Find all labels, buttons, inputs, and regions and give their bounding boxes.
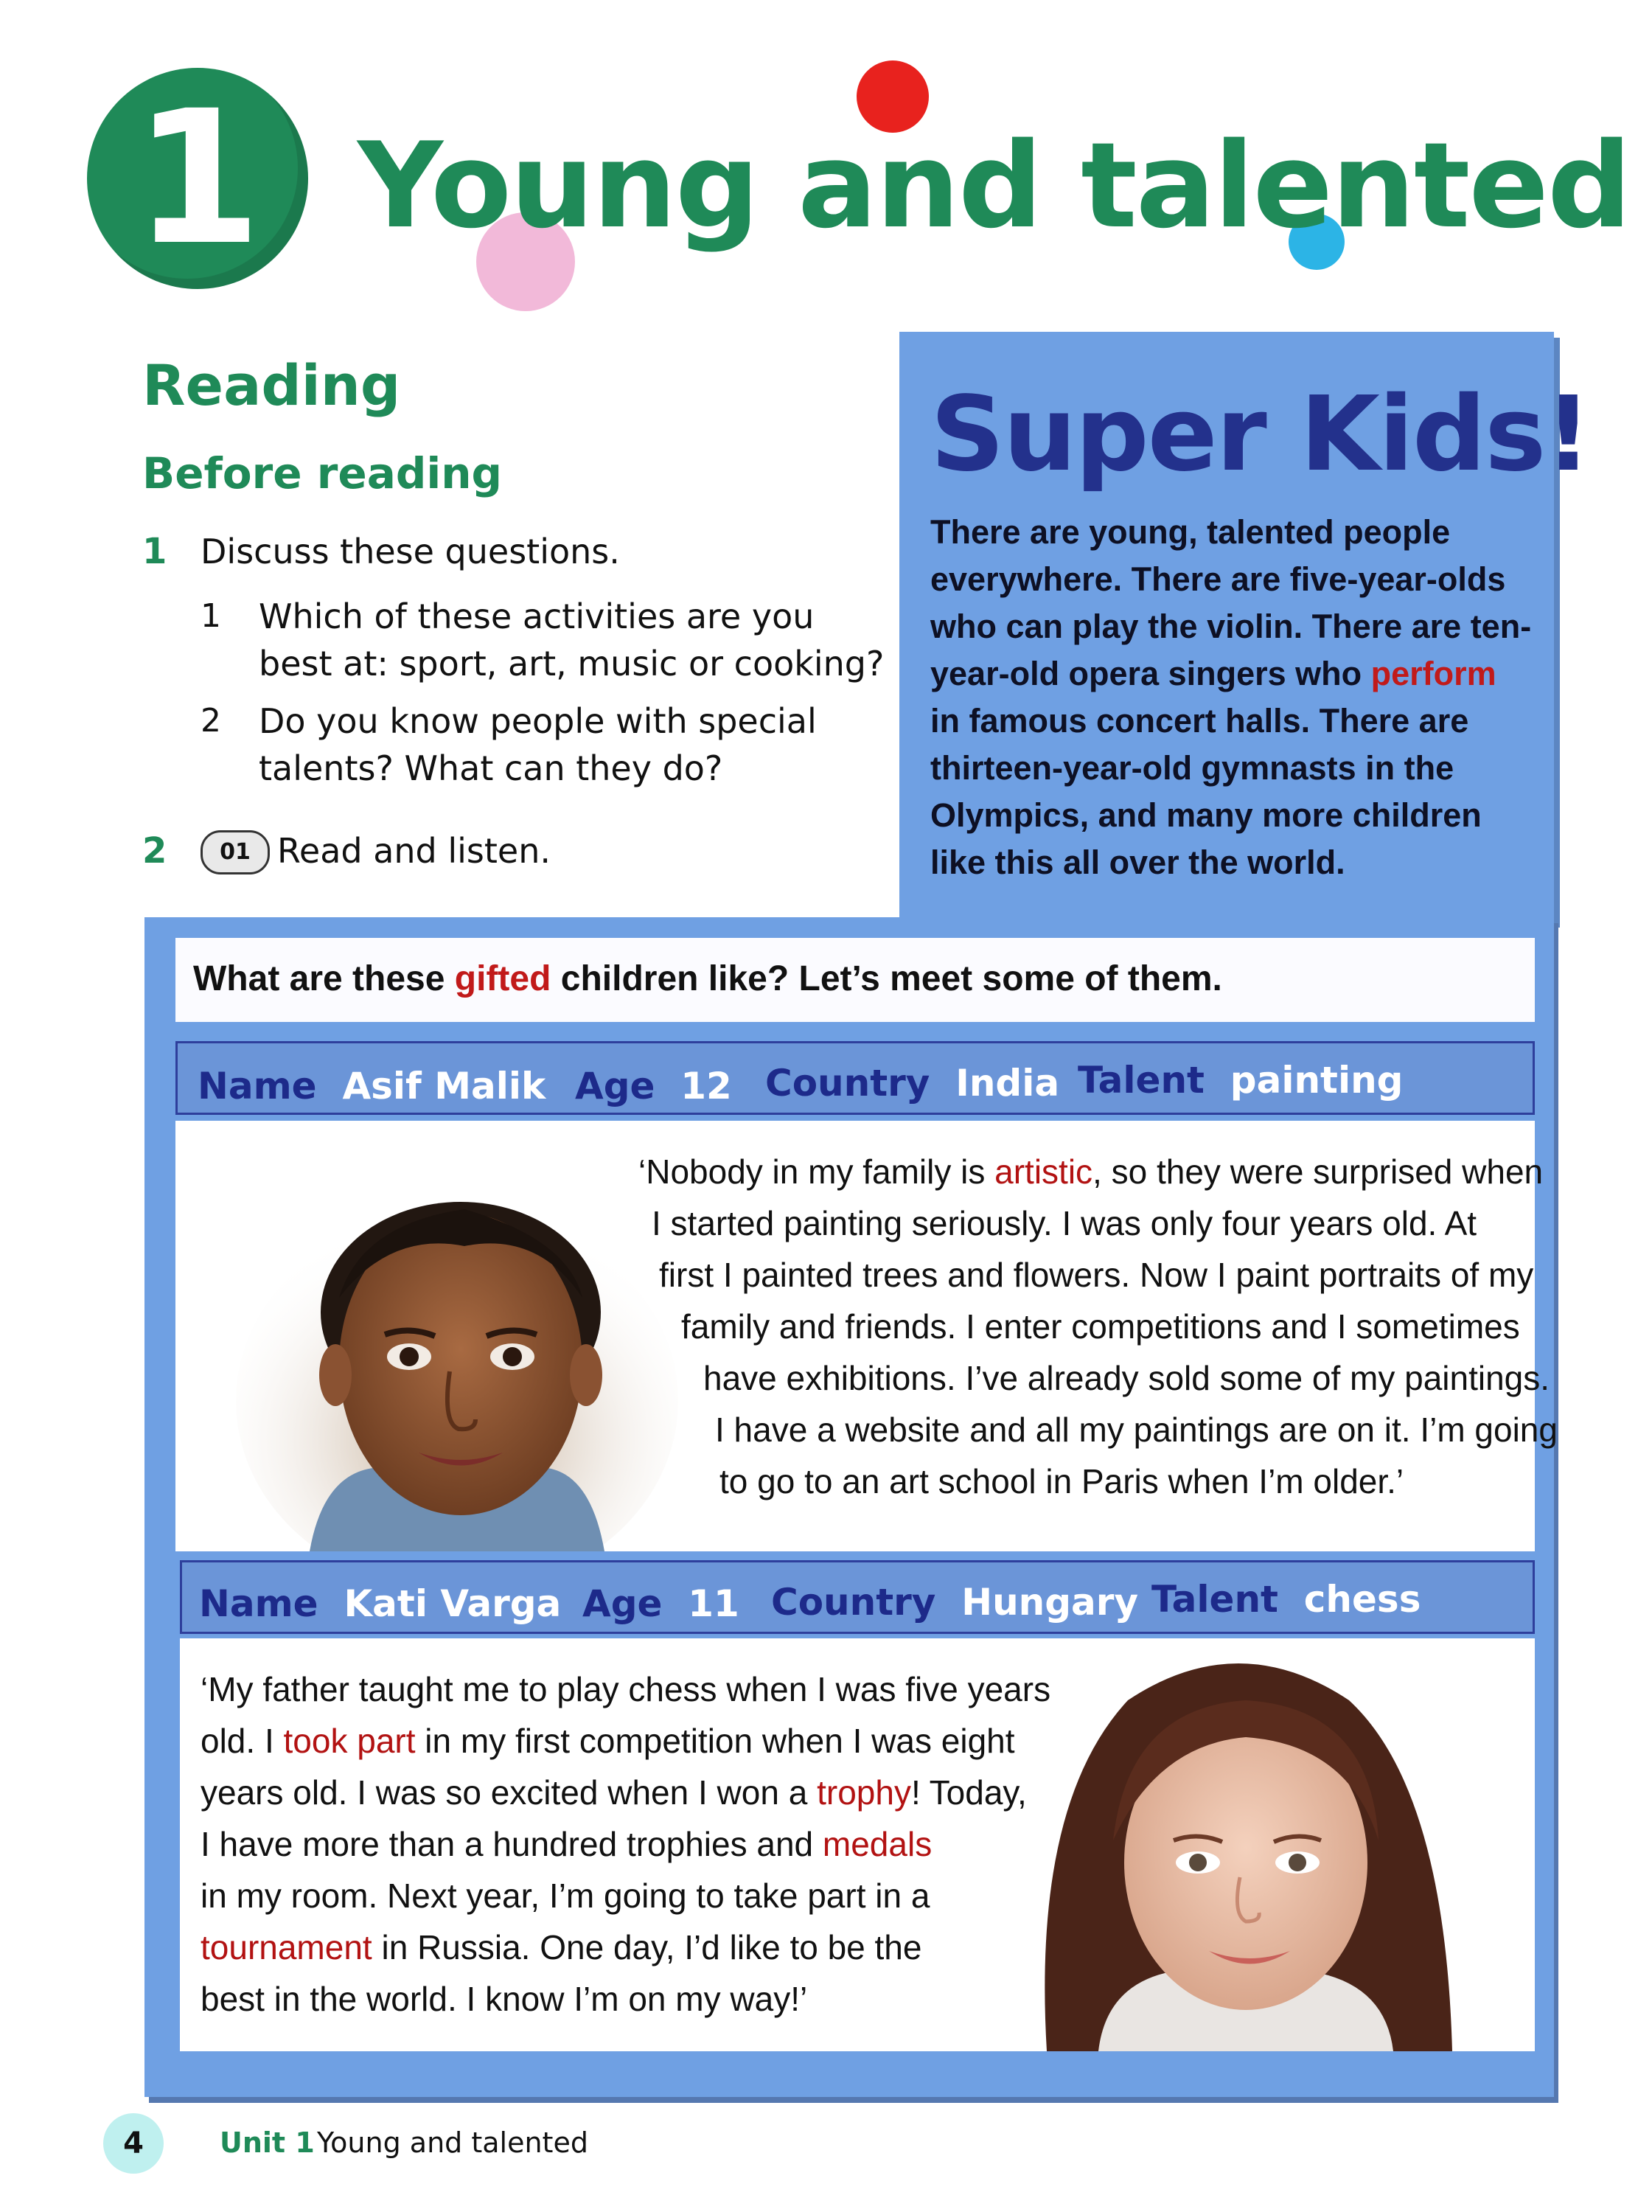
talent-field: [1151, 1578, 1421, 1621]
vocabulary-word: gifted: [454, 959, 551, 998]
intro-line: Olympics, and many more children: [930, 796, 1482, 834]
question-text: [259, 698, 817, 792]
talent-field: [1078, 1059, 1403, 1102]
quote-line: I started painting seriously. I was only four years old. At: [652, 1204, 1477, 1242]
quote-text: ‘Nobody in my family is: [638, 1152, 995, 1191]
quote-line: [638, 1146, 1543, 1197]
quote-line: ‘My father taught me to play chess when I was five years: [201, 1670, 1051, 1708]
quote-line: [201, 1921, 921, 1973]
intro-line: who can play the violin. There are ten-: [930, 608, 1532, 645]
article-title: Super Kids!: [930, 375, 1591, 495]
exercise-number: 2: [142, 830, 167, 872]
quote-line: have exhibitions. I’ve already sold some of my paintings.: [703, 1359, 1550, 1397]
intro-text: year-old opera singers who: [930, 655, 1371, 692]
quote-line: best in the world. I know I’m on my way!’: [201, 1980, 808, 2018]
quote-line: [201, 1767, 1027, 1818]
question-number: 2: [201, 702, 221, 740]
intro-line: like this all over the world.: [930, 844, 1345, 881]
quote-line: in my room. Next year, I’m going to take part in a: [201, 1877, 930, 1915]
question-line: Do you know people with special: [259, 701, 817, 741]
subsection-heading: Before reading: [142, 448, 503, 498]
field-value: 12: [680, 1065, 732, 1107]
vocabulary-word: medals: [822, 1825, 933, 1863]
question-number: 1: [201, 597, 221, 635]
intro-question: [193, 959, 1222, 999]
footer-unit-label: Unit 1: [220, 2126, 315, 2159]
country-field: [771, 1581, 1138, 1624]
intro-text: What are these: [193, 959, 455, 998]
field-value: Kati Varga: [344, 1582, 562, 1625]
field-value: painting: [1230, 1059, 1404, 1102]
quote-line: [201, 1818, 932, 1870]
quote-line: family and friends. I enter competitions and I sometimes: [681, 1307, 1520, 1346]
vocabulary-word: artistic: [994, 1152, 1093, 1191]
exercise-instruction: Discuss these questions.: [201, 532, 620, 571]
intro-line: thirteen-year-old gymnasts in the: [930, 749, 1454, 787]
field-label: Age: [582, 1582, 663, 1625]
question-line: Which of these activities are you: [259, 597, 815, 636]
footer-unit-title: Young and talented: [317, 2126, 588, 2159]
age-field: [575, 1065, 732, 1107]
intro-line: [930, 650, 1535, 698]
name-field: [198, 1065, 546, 1107]
quote-text: I have more than a hundred trophies and: [201, 1825, 823, 1863]
quote-line: I have a website and all my paintings are on it. I’m going: [715, 1411, 1558, 1449]
question-line: best at: sport, art, music or cooking?: [259, 644, 885, 684]
quote-line: to go to an art school in Paris when I’m older.’: [719, 1462, 1404, 1500]
field-value: 11: [688, 1582, 739, 1625]
intro-line: everywhere. There are five-year-olds: [930, 560, 1506, 598]
question-text: [259, 593, 884, 687]
quote-line: [201, 1715, 1015, 1767]
question-line: talents? What can they do?: [259, 748, 723, 788]
quote-text: old. I: [201, 1722, 284, 1760]
vocabulary-word: tournament: [201, 1928, 372, 1966]
field-value: chess: [1303, 1578, 1421, 1621]
field-value: India: [955, 1062, 1060, 1105]
quote-text: in my first competition when I was eight: [415, 1722, 1015, 1760]
field-label: Talent: [1078, 1059, 1205, 1102]
age-field: [582, 1582, 739, 1625]
name-field: [199, 1582, 561, 1625]
field-label: Talent: [1151, 1578, 1278, 1621]
vocabulary-word: trophy: [817, 1773, 911, 1812]
quote-line: first I painted trees and flowers. Now I paint portraits of my: [659, 1256, 1534, 1294]
intro-line: There are young, talented people: [930, 513, 1451, 551]
article-intro: [930, 509, 1535, 886]
field-value: Asif Malik: [342, 1065, 546, 1107]
field-value: Hungary: [961, 1581, 1139, 1624]
page-number: 4: [103, 2113, 164, 2174]
intro-line: in famous concert halls. There are: [930, 702, 1469, 740]
country-field: [765, 1062, 1059, 1105]
audio-track-icon[interactable]: 01: [201, 830, 270, 874]
boy-portrait-photo: [221, 1121, 693, 1551]
quote-text: , so they were surprised when: [1092, 1152, 1544, 1191]
vocabulary-word: took part: [283, 1722, 416, 1760]
field-label: Age: [575, 1065, 655, 1107]
field-label: Country: [771, 1581, 936, 1624]
quote-text: years old. I was so excited when I won a: [201, 1773, 818, 1812]
field-label: Country: [765, 1062, 930, 1105]
page-title: Young and talented: [358, 116, 1631, 254]
field-label: Name: [198, 1065, 317, 1107]
exercise-number: 1: [142, 531, 167, 572]
field-label: Name: [199, 1582, 318, 1625]
girl-portrait-photo: [1003, 1619, 1482, 2051]
vocabulary-word: perform: [1370, 655, 1496, 692]
exercise-instruction: Read and listen.: [277, 831, 551, 871]
intro-text: children like? Let’s meet some of them.: [551, 959, 1222, 998]
section-heading: Reading: [142, 352, 401, 418]
unit-number: 1: [133, 71, 262, 285]
quote-text: in Russia. One day, I’d like to be the: [372, 1928, 922, 1966]
quote-text: ! Today,: [910, 1773, 1027, 1812]
